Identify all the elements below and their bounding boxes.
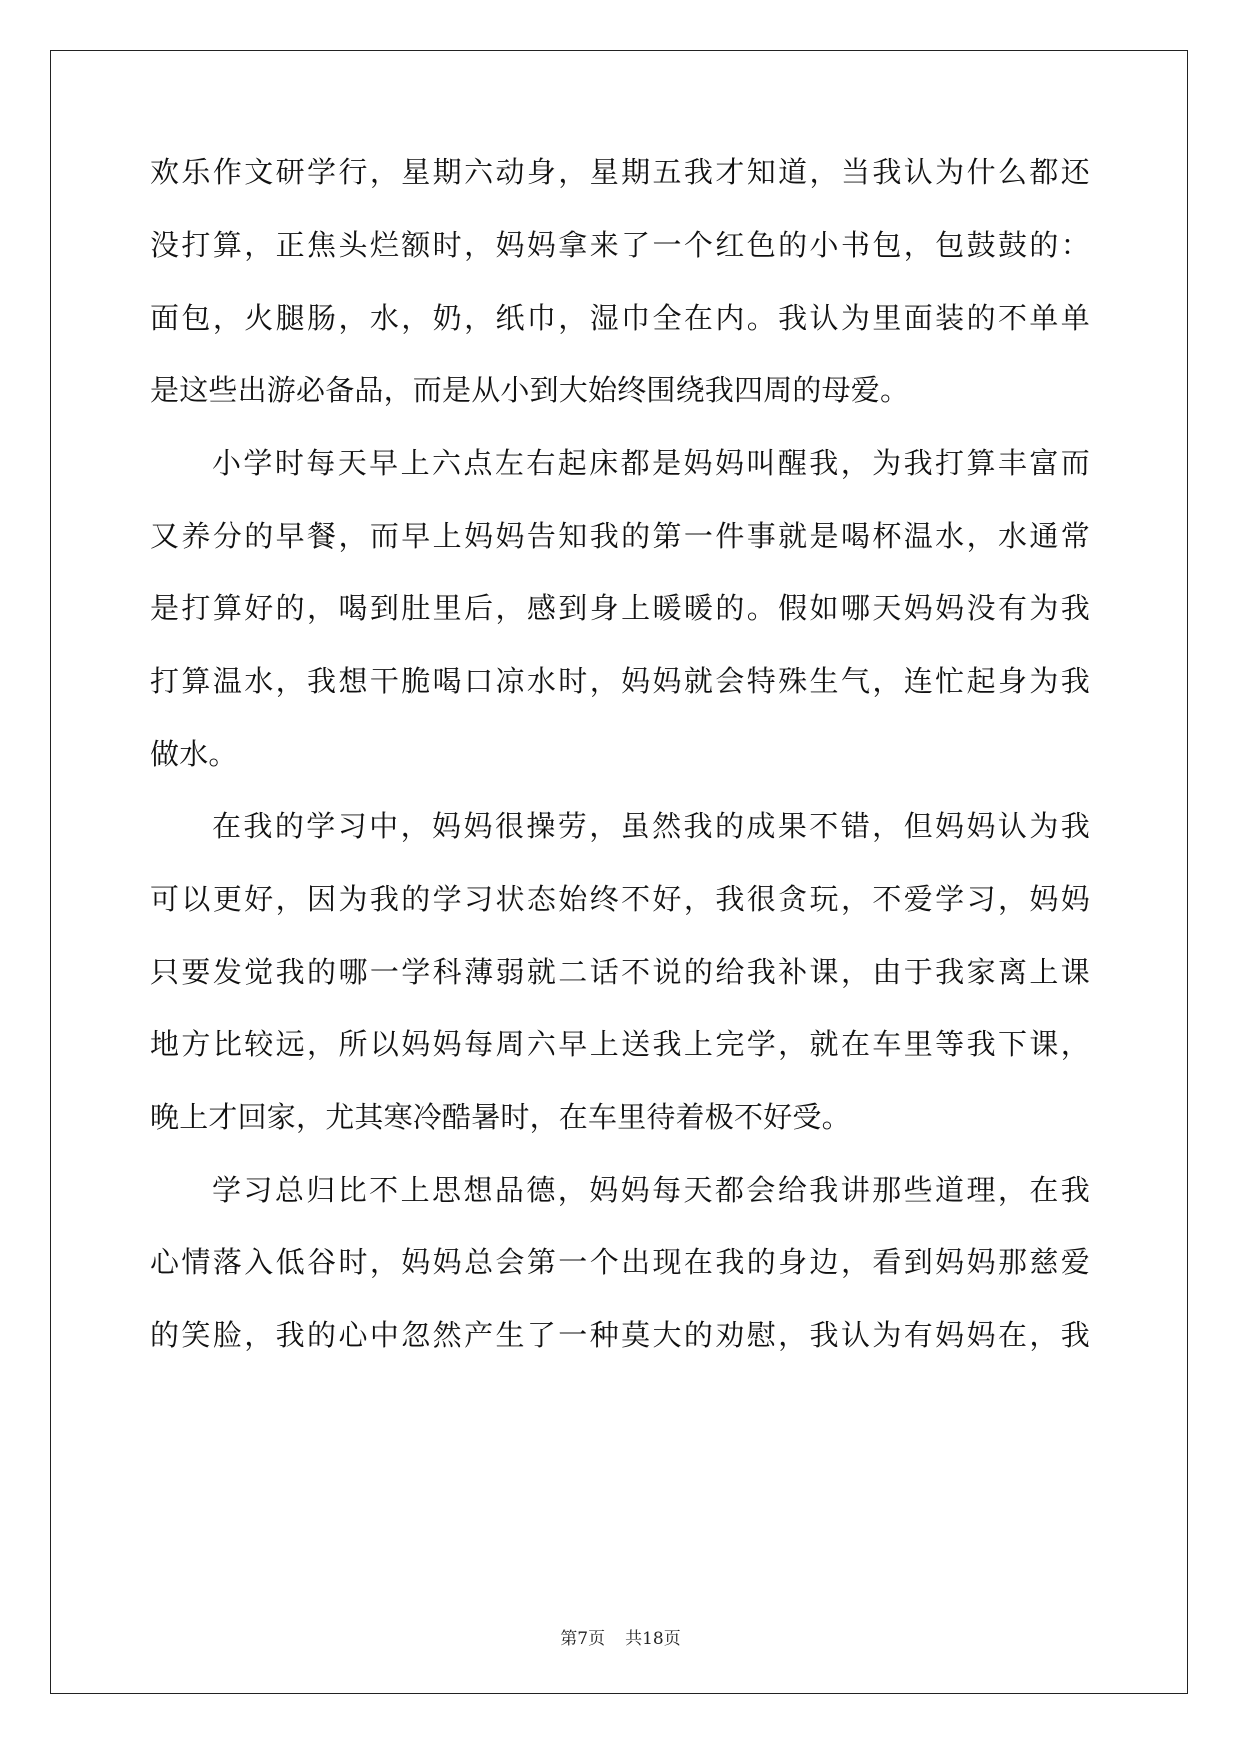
text-line: 心情落入低谷时，妈妈总会第一个出现在我的身边，看到妈妈那慈爱: [150, 1245, 1090, 1279]
paragraph-first-line: 学习总归比不上思想品德，妈妈每天都会给我讲那些道理，在我: [212, 1173, 1090, 1207]
text-line: 是这些出游必备品，而是从小到大始终围绕我四周的母爱。: [150, 373, 910, 407]
text-line: 欢乐作文研学行，星期六动身，星期五我才知道，当我认为什么都还: [150, 155, 1090, 189]
page-total: 共18页: [625, 1629, 681, 1649]
text-line: 晚上才回家，尤其寒冷酷暑时，在车里待着极不好受。: [150, 1100, 851, 1134]
page-footer: [0, 1627, 1241, 1651]
text-line: 的笑脸，我的心中忽然产生了一种莫大的劝慰，我认为有妈妈在，我: [150, 1318, 1090, 1352]
text-line: 打算温水，我想干脆喝口凉水时，妈妈就会特殊生气，连忙起身为我: [150, 664, 1090, 698]
text-line: 可以更好，因为我的学习状态始终不好，我很贪玩，不爱学习，妈妈: [150, 882, 1090, 916]
page-border: [50, 50, 1188, 1694]
text-line: 没打算，正焦头烂额时，妈妈拿来了一个红色的小书包，包鼓鼓的：: [150, 228, 1090, 262]
text-line: 是打算好的，喝到肚里后，感到身上暖暖的。假如哪天妈妈没有为我: [150, 591, 1090, 625]
text-line: 又养分的早餐，而早上妈妈告知我的第一件事就是喝杯温水，水通常: [150, 519, 1090, 553]
text-line: 只要发觉我的哪一学科薄弱就二话不说的给我补课，由于我家离上课: [150, 955, 1090, 989]
text-line: 做水。: [150, 737, 238, 771]
page-number: 第7页: [560, 1629, 606, 1649]
paragraph-first-line: 在我的学习中，妈妈很操劳，虽然我的成果不错，但妈妈认为我: [212, 809, 1090, 843]
paragraph-first-line: 小学时每天早上六点左右起床都是妈妈叫醒我，为我打算丰富而: [212, 446, 1090, 480]
text-line: 地方比较远，所以妈妈每周六早上送我上完学，就在车里等我下课，: [150, 1027, 1090, 1061]
text-line: 面包，火腿肠，水，奶，纸巾，湿巾全在内。我认为里面装的不单单: [150, 301, 1090, 335]
